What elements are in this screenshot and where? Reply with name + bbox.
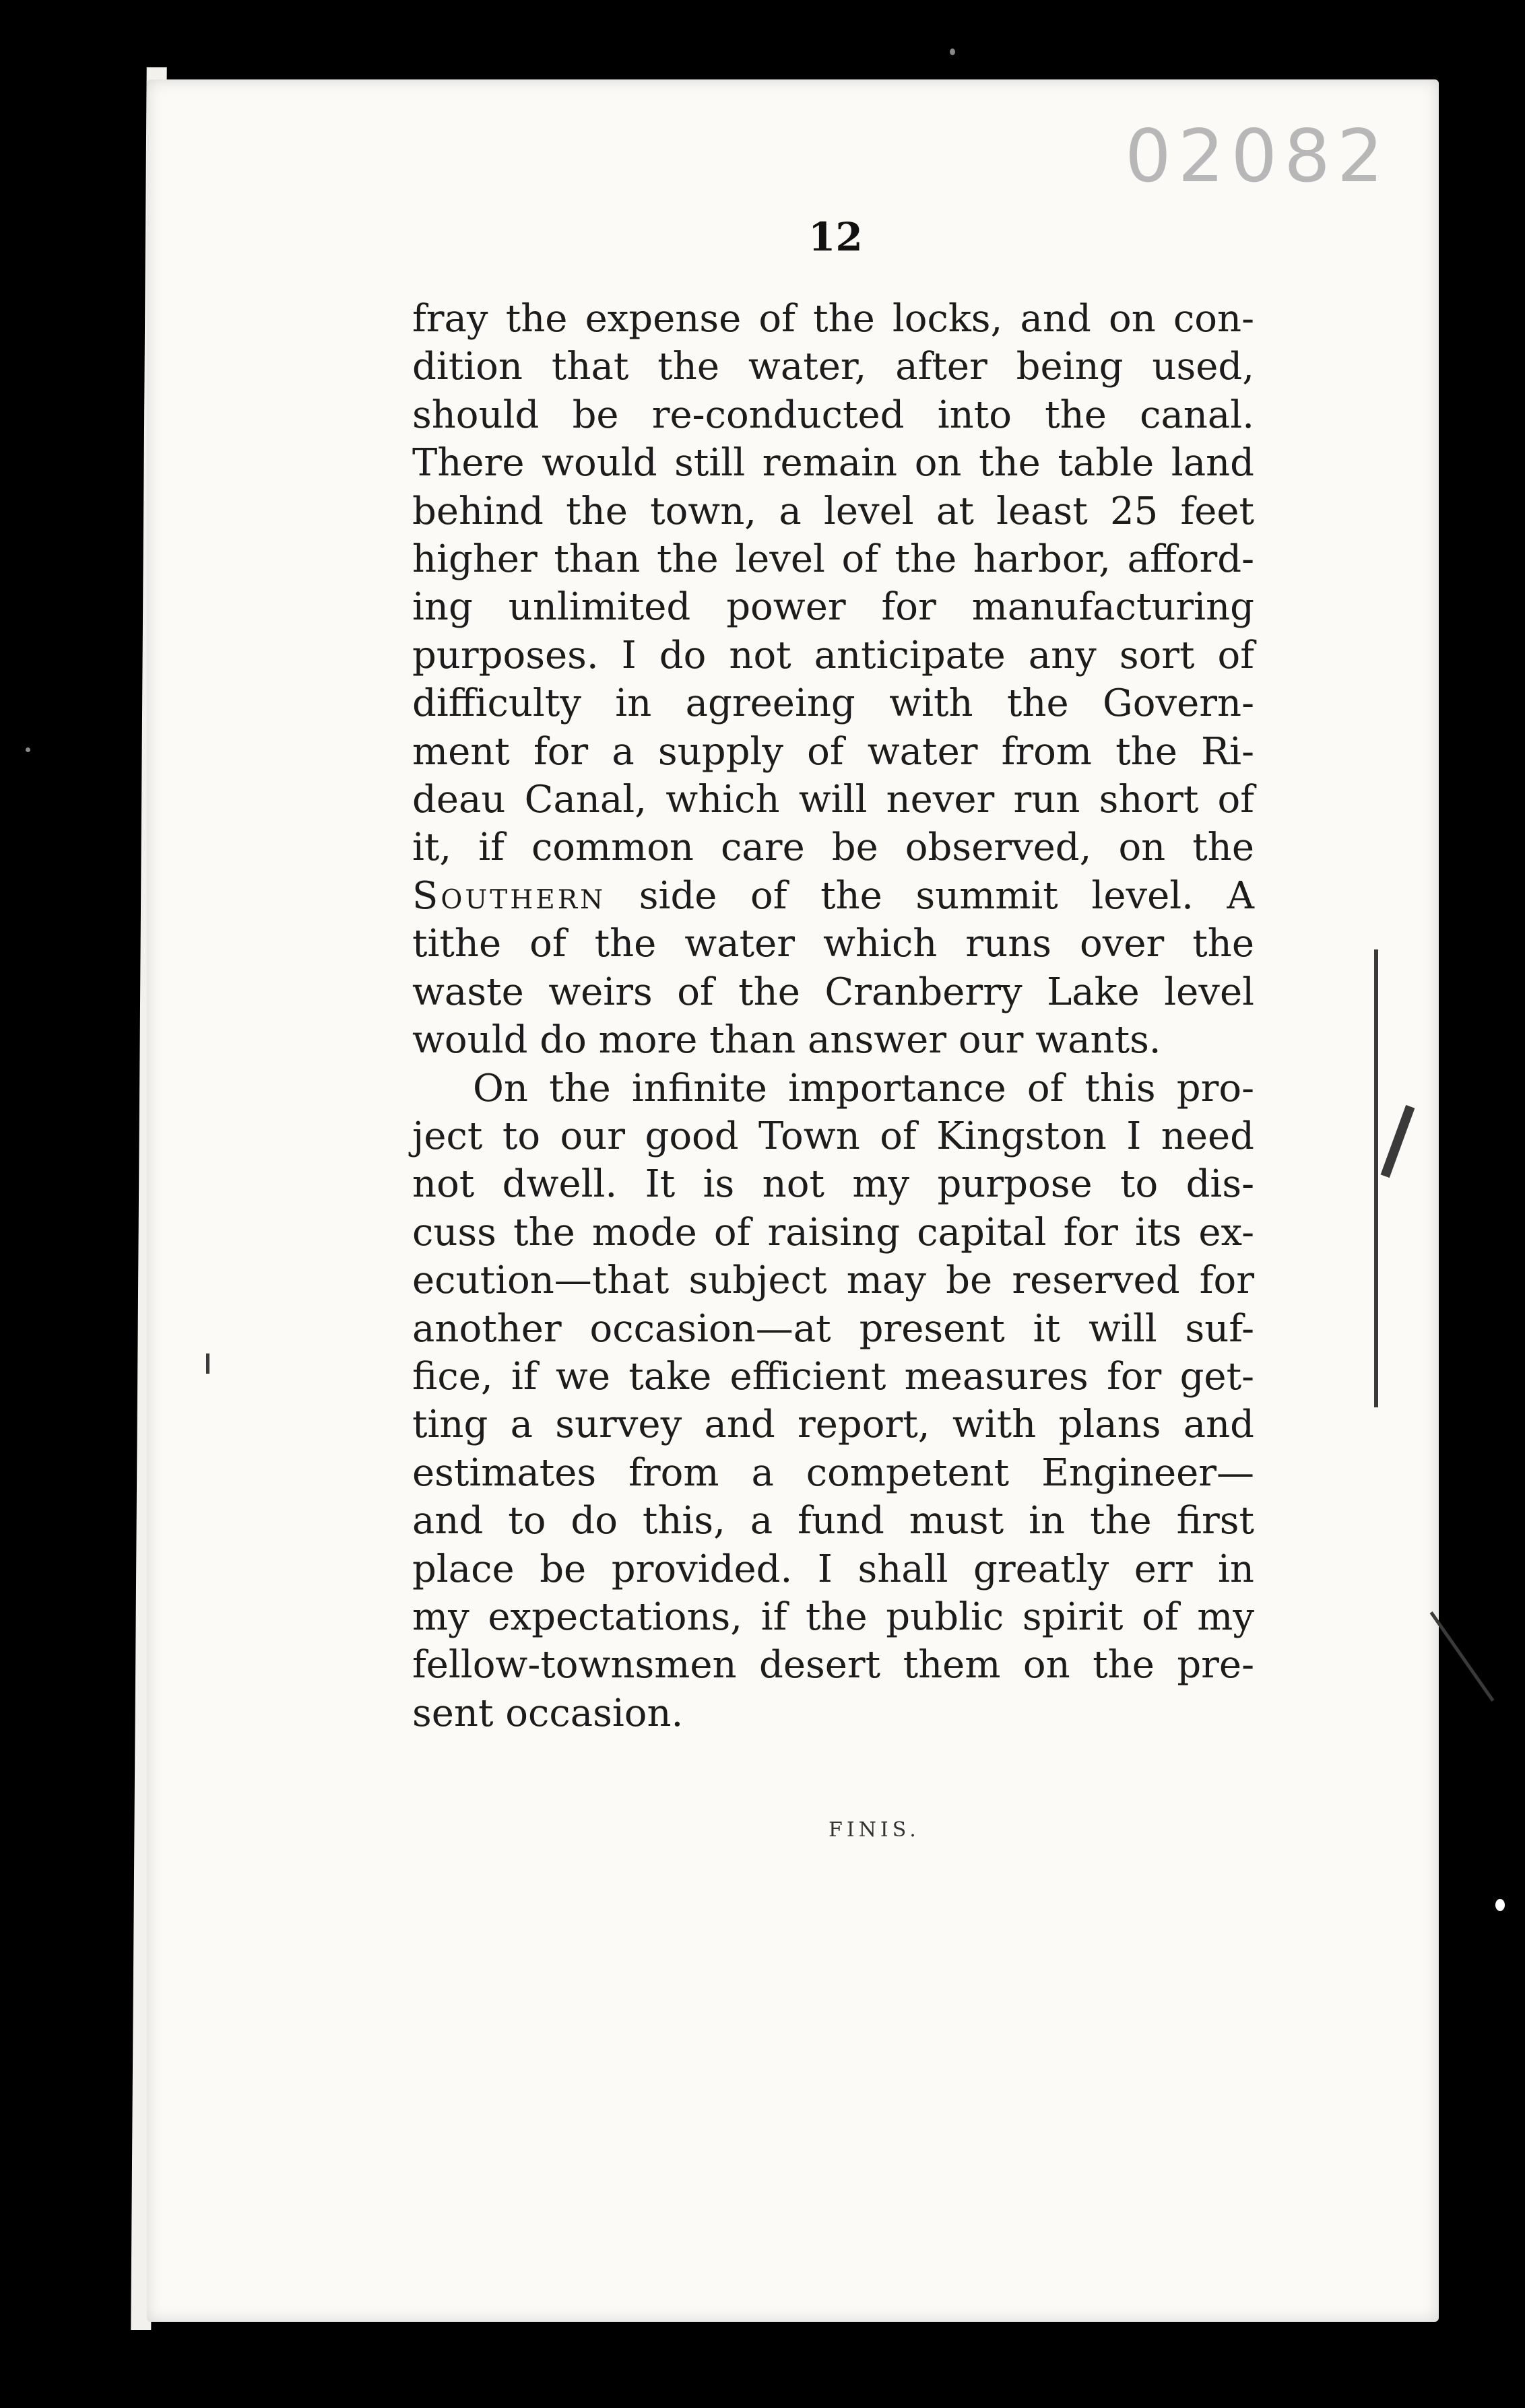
text-line: waste weirs of the Cranberry Lake level — [412, 970, 1254, 1014]
text-line: another occasion—at present it will suf- — [412, 1306, 1254, 1351]
text-line: and to do this, a fund must in the first — [412, 1499, 1254, 1543]
text-line: fice, if we take efficient measures for get- — [412, 1354, 1254, 1399]
text-line: fray the expense of the locks, and on con- — [412, 297, 1254, 341]
text-line: fellow-townsmen desert them on the pre- — [412, 1643, 1254, 1687]
text-line: ject to our good Town of Kingston I need — [412, 1114, 1254, 1158]
dust-speck — [1495, 1899, 1505, 1911]
text-line: purposes. I do not anticipate any sort of — [412, 633, 1254, 677]
text-line: higher than the level of the harbor, afford- — [412, 537, 1254, 582]
dust-speck — [950, 48, 955, 55]
text-line: place be provided. I shall greatly err in — [412, 1547, 1254, 1591]
text-line: dition that the water, after being used, — [412, 345, 1254, 389]
page-number: 12 — [808, 214, 863, 260]
text-line: deau Canal, which will never run short of — [412, 778, 1254, 822]
text-line: would do more than answer our wants. — [412, 1018, 1161, 1063]
text-line: sent occasion. — [412, 1691, 684, 1735]
text-line: estimates from a competent Engineer— — [412, 1450, 1254, 1495]
text-line: it, if common care be observed, on the — [412, 826, 1254, 870]
margin-mark — [206, 1353, 209, 1374]
text-line: tithe of the water which runs over the — [412, 922, 1254, 966]
dust-speck — [26, 747, 30, 752]
text-line: cuss the mode of raising capital for its ex- — [412, 1210, 1254, 1255]
text-line: not dwell. It is not my purpose to dis- — [412, 1162, 1254, 1207]
text-line: There would still remain on the table land — [412, 441, 1254, 486]
text-line: ecution—that subject may be reserved for — [412, 1259, 1254, 1303]
text-line: Southern side of the summit level. A — [412, 873, 1254, 918]
text-line: ting a survey and report, with plans and — [412, 1403, 1254, 1447]
text-line: difficulty in agreeing with the Govern- — [412, 681, 1254, 726]
text-line: On the infinite importance of this pro- — [473, 1066, 1254, 1110]
text-line: ment for a supply of water from the Ri- — [412, 729, 1254, 774]
catalog-number: 02082 — [1125, 114, 1390, 199]
text-line: should be re-conducted into the canal. — [412, 393, 1254, 437]
margin-mark — [1430, 1611, 1495, 1702]
text-line: ing unlimited power for manufacturing — [412, 585, 1254, 630]
body-text — [412, 295, 1254, 1737]
margin-mark — [1374, 949, 1378, 1407]
text-line: my expectations, if the public spirit of my — [412, 1595, 1254, 1639]
finis-label: FINIS. — [829, 1818, 920, 1842]
text-line: behind the town, a level at least 25 feet — [412, 489, 1254, 533]
